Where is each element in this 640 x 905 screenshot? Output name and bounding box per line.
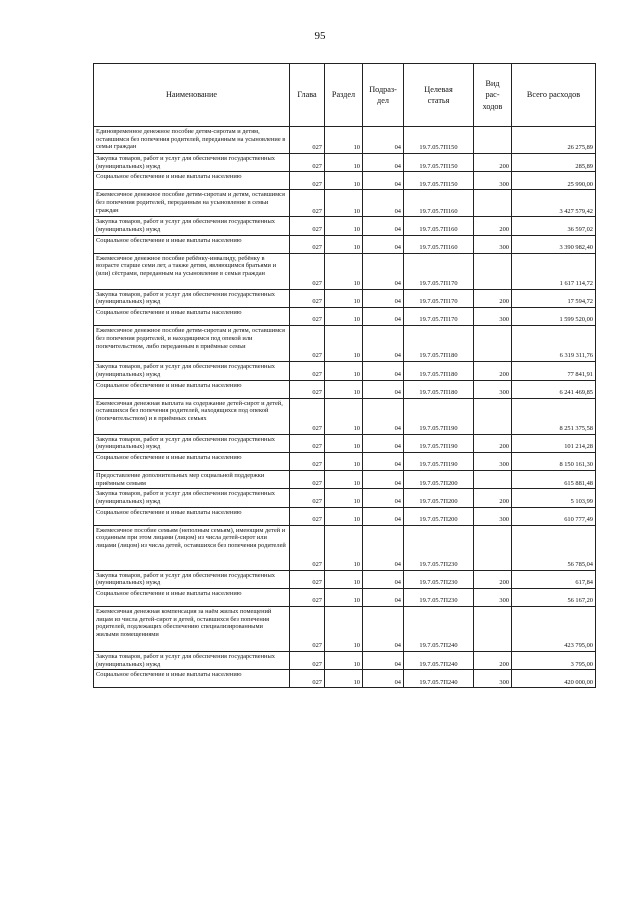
row-vid — [474, 253, 512, 289]
row-vid: 200 — [474, 570, 512, 588]
row-statya: 19.7.05.7П160 — [404, 235, 474, 253]
row-vid: 200 — [474, 434, 512, 452]
table-row — [94, 253, 596, 289]
row-name: Социальное обеспечение и иные выплаты населению — [94, 235, 290, 253]
row-statya: 19.7.05.7П240 — [404, 670, 474, 688]
row-razdel: 10 — [325, 607, 363, 652]
table-row — [94, 172, 596, 190]
row-podrazdel: 04 — [363, 253, 404, 289]
row-total: 1 599 520,00 — [512, 308, 596, 326]
expenditure-table — [93, 63, 596, 688]
row-vid — [474, 190, 512, 217]
row-statya: 19.7.05.7П160 — [404, 190, 474, 217]
row-podrazdel: 04 — [363, 652, 404, 670]
col-header-glava: Глава — [290, 64, 325, 127]
row-vid: 200 — [474, 154, 512, 172]
row-glava: 027 — [290, 670, 325, 688]
row-name: Ежемесячная денежная компенсация за наём жилых помещений лицам из числа детей-сирот и детей, оставшихся без попечения родителей, подлежащих обеспечению специализированными жилыми помещениями — [94, 607, 290, 652]
table-row — [94, 380, 596, 398]
row-total: 6 319 311,76 — [512, 326, 596, 362]
row-razdel: 10 — [325, 362, 363, 380]
row-glava: 027 — [290, 398, 325, 434]
row-glava: 027 — [290, 434, 325, 452]
row-podrazdel: 04 — [363, 570, 404, 588]
row-razdel: 10 — [325, 398, 363, 434]
row-total: 6 241 469,85 — [512, 380, 596, 398]
row-name: Социальное обеспечение и иные выплаты населению — [94, 380, 290, 398]
table-row — [94, 289, 596, 307]
row-name: Закупка товаров, работ и услуг для обеспечения государственных (муниципальных) нужд — [94, 434, 290, 452]
table-row — [94, 398, 596, 434]
row-statya: 19.7.05.7П180 — [404, 362, 474, 380]
row-statya: 19.7.05.7П150 — [404, 172, 474, 190]
row-name: Ежемесячное денежное пособие детям-сиротам и детям, оставшимся без попечения родителей, переданным на усыновление в семьи граждан — [94, 190, 290, 217]
row-statya: 19.7.05.7П230 — [404, 570, 474, 588]
row-razdel: 10 — [325, 434, 363, 452]
row-statya: 19.7.05.7П180 — [404, 326, 474, 362]
col-header-vid: Вид рас- ходов — [474, 64, 512, 127]
row-podrazdel: 04 — [363, 326, 404, 362]
row-total: 610 777,49 — [512, 507, 596, 525]
row-name: Предоставление дополнительных мер социальной поддержки приёмным семьям — [94, 470, 290, 488]
row-name: Закупка товаров, работ и услуг для обеспечения государственных (муниципальных) нужд — [94, 652, 290, 670]
row-vid: 300 — [474, 172, 512, 190]
row-razdel: 10 — [325, 308, 363, 326]
row-podrazdel: 04 — [363, 362, 404, 380]
row-total: 617,84 — [512, 570, 596, 588]
row-statya: 19.7.05.7П230 — [404, 525, 474, 570]
row-statya: 19.7.05.7П200 — [404, 489, 474, 507]
table-row — [94, 670, 596, 688]
table-row — [94, 127, 596, 154]
row-statya: 19.7.05.7П170 — [404, 289, 474, 307]
row-name: Закупка товаров, работ и услуг для обеспечения государственных (муниципальных) нужд — [94, 362, 290, 380]
row-vid: 200 — [474, 489, 512, 507]
row-statya: 19.7.05.7П240 — [404, 652, 474, 670]
table-row — [94, 190, 596, 217]
row-name: Закупка товаров, работ и услуг для обеспечения государственных (муниципальных) нужд — [94, 489, 290, 507]
row-total: 3 427 579,42 — [512, 190, 596, 217]
row-total: 8 251 375,58 — [512, 398, 596, 434]
row-vid: 300 — [474, 235, 512, 253]
row-razdel: 10 — [325, 489, 363, 507]
col-header-podrazdel: Подраз- дел — [363, 64, 404, 127]
row-name: Социальное обеспечение и иные выплаты населению — [94, 670, 290, 688]
row-razdel: 10 — [325, 289, 363, 307]
row-glava: 027 — [290, 308, 325, 326]
row-podrazdel: 04 — [363, 525, 404, 570]
row-razdel: 10 — [325, 154, 363, 172]
row-total: 56 785,04 — [512, 525, 596, 570]
row-total: 615 881,48 — [512, 470, 596, 488]
table-row — [94, 308, 596, 326]
row-glava: 027 — [290, 607, 325, 652]
row-vid: 300 — [474, 670, 512, 688]
table-row — [94, 525, 596, 570]
table-row — [94, 326, 596, 362]
row-vid — [474, 127, 512, 154]
row-name: Закупка товаров, работ и услуг для обеспечения государственных (муниципальных) нужд — [94, 289, 290, 307]
table-row — [94, 362, 596, 380]
row-podrazdel: 04 — [363, 452, 404, 470]
row-statya: 19.7.05.7П190 — [404, 434, 474, 452]
row-glava: 027 — [290, 172, 325, 190]
row-vid: 200 — [474, 217, 512, 235]
row-glava: 027 — [290, 362, 325, 380]
row-razdel: 10 — [325, 470, 363, 488]
row-podrazdel: 04 — [363, 589, 404, 607]
row-total: 26 275,89 — [512, 127, 596, 154]
row-podrazdel: 04 — [363, 380, 404, 398]
row-total: 3 390 982,40 — [512, 235, 596, 253]
row-statya: 19.7.05.7П200 — [404, 507, 474, 525]
row-razdel: 10 — [325, 380, 363, 398]
row-total: 5 103,99 — [512, 489, 596, 507]
row-statya: 19.7.05.7П150 — [404, 154, 474, 172]
table-row — [94, 470, 596, 488]
row-statya: 19.7.05.7П200 — [404, 470, 474, 488]
row-razdel: 10 — [325, 235, 363, 253]
table-row — [94, 489, 596, 507]
row-vid — [474, 470, 512, 488]
row-statya: 19.7.05.7П230 — [404, 589, 474, 607]
row-glava: 027 — [290, 253, 325, 289]
table-row — [94, 434, 596, 452]
row-podrazdel: 04 — [363, 470, 404, 488]
row-glava: 027 — [290, 570, 325, 588]
row-glava: 027 — [290, 289, 325, 307]
row-total: 3 795,00 — [512, 652, 596, 670]
row-name: Социальное обеспечение и иные выплаты населению — [94, 452, 290, 470]
row-name: Закупка товаров, работ и услуг для обеспечения государственных (муниципальных) нужд — [94, 154, 290, 172]
col-header-statya: Целевая статья — [404, 64, 474, 127]
table-row — [94, 652, 596, 670]
row-statya: 19.7.05.7П190 — [404, 452, 474, 470]
row-total: 101 214,28 — [512, 434, 596, 452]
row-glava: 027 — [290, 235, 325, 253]
row-podrazdel: 04 — [363, 489, 404, 507]
row-glava: 027 — [290, 154, 325, 172]
row-statya: 19.7.05.7П240 — [404, 607, 474, 652]
row-vid: 200 — [474, 652, 512, 670]
row-total: 8 150 161,30 — [512, 452, 596, 470]
row-name: Социальное обеспечение и иные выплаты населению — [94, 308, 290, 326]
page-number: 95 — [314, 30, 326, 42]
row-statya: 19.7.05.7П170 — [404, 308, 474, 326]
row-name: Социальное обеспечение и иные выплаты населению — [94, 172, 290, 190]
row-total: 25 990,00 — [512, 172, 596, 190]
row-glava: 027 — [290, 380, 325, 398]
row-vid: 300 — [474, 507, 512, 525]
row-statya: 19.7.05.7П180 — [404, 380, 474, 398]
row-glava: 027 — [290, 217, 325, 235]
row-statya: 19.7.05.7П170 — [404, 253, 474, 289]
row-statya: 19.7.05.7П160 — [404, 217, 474, 235]
row-vid: 200 — [474, 362, 512, 380]
row-podrazdel: 04 — [363, 670, 404, 688]
row-podrazdel: 04 — [363, 127, 404, 154]
row-razdel: 10 — [325, 570, 363, 588]
row-total: 77 841,91 — [512, 362, 596, 380]
row-razdel: 10 — [325, 452, 363, 470]
row-vid: 300 — [474, 308, 512, 326]
col-header-name: Наименование — [94, 64, 290, 127]
table-row — [94, 507, 596, 525]
row-name: Социальное обеспечение и иные выплаты населению — [94, 589, 290, 607]
table-header-row — [94, 64, 596, 127]
row-podrazdel: 04 — [363, 308, 404, 326]
row-vid: 300 — [474, 589, 512, 607]
row-name: Закупка товаров, работ и услуг для обеспечения государственных (муниципальных) нужд — [94, 217, 290, 235]
row-statya: 19.7.05.7П190 — [404, 398, 474, 434]
row-glava: 027 — [290, 507, 325, 525]
row-vid — [474, 525, 512, 570]
row-name: Ежемесячное денежное пособие ребёнку-инвалиду, ребёнку в возрасте старше семи лет, а также детям, являющимся братьями и (или) сёстрами, переданным на усыновление в семьи граждан — [94, 253, 290, 289]
row-razdel: 10 — [325, 507, 363, 525]
row-glava: 027 — [290, 589, 325, 607]
table-row — [94, 154, 596, 172]
table-row — [94, 235, 596, 253]
row-glava: 027 — [290, 470, 325, 488]
row-name: Ежемесячное денежное пособие детям-сиротам и детям, оставшимся без попечения родителей, и находящимся под опекой или попечительством, либо переданным в приёмные семьи — [94, 326, 290, 362]
row-razdel: 10 — [325, 652, 363, 670]
row-razdel: 10 — [325, 253, 363, 289]
row-name: Закупка товаров, работ и услуг для обеспечения государственных (муниципальных) нужд — [94, 570, 290, 588]
row-name: Ежемесячная денежная выплата на содержание детей-сирот и детей, оставшихся без попечения родителей, находящихся под опекой (попечительством) и в приёмных семьях — [94, 398, 290, 434]
row-total: 420 000,00 — [512, 670, 596, 688]
row-podrazdel: 04 — [363, 398, 404, 434]
row-podrazdel: 04 — [363, 507, 404, 525]
row-glava: 027 — [290, 326, 325, 362]
row-total: 1 617 114,72 — [512, 253, 596, 289]
table-row — [94, 607, 596, 652]
table-row — [94, 570, 596, 588]
row-razdel: 10 — [325, 589, 363, 607]
row-vid: 200 — [474, 289, 512, 307]
row-podrazdel: 04 — [363, 434, 404, 452]
row-podrazdel: 04 — [363, 154, 404, 172]
row-podrazdel: 04 — [363, 190, 404, 217]
row-glava: 027 — [290, 652, 325, 670]
row-glava: 027 — [290, 525, 325, 570]
row-vid: 300 — [474, 380, 512, 398]
row-total: 423 795,00 — [512, 607, 596, 652]
row-glava: 027 — [290, 127, 325, 154]
row-razdel: 10 — [325, 670, 363, 688]
row-name: Социальное обеспечение и иные выплаты населению — [94, 507, 290, 525]
row-razdel: 10 — [325, 326, 363, 362]
row-podrazdel: 04 — [363, 289, 404, 307]
row-podrazdel: 04 — [363, 235, 404, 253]
col-header-total: Всего расходов — [512, 64, 596, 127]
row-razdel: 10 — [325, 172, 363, 190]
row-podrazdel: 04 — [363, 607, 404, 652]
row-razdel: 10 — [325, 217, 363, 235]
row-total: 17 594,72 — [512, 289, 596, 307]
row-total: 56 167,20 — [512, 589, 596, 607]
table-row — [94, 217, 596, 235]
row-vid — [474, 607, 512, 652]
row-glava: 027 — [290, 190, 325, 217]
row-glava: 027 — [290, 452, 325, 470]
row-total: 36 597,02 — [512, 217, 596, 235]
table-row — [94, 452, 596, 470]
col-header-razdel: Раздел — [325, 64, 363, 127]
row-glava: 027 — [290, 489, 325, 507]
row-statya: 19.7.05.7П150 — [404, 127, 474, 154]
row-razdel: 10 — [325, 127, 363, 154]
table-row — [94, 589, 596, 607]
row-vid — [474, 326, 512, 362]
row-total: 285,89 — [512, 154, 596, 172]
row-name: Ежемесячное пособие семьям (неполным семьям), имеющим детей и созданным при этом лицами (лицом) из числа детей-сирот или лицами (лицом) из числа детей, оставшихся без попечения родителей — [94, 525, 290, 570]
row-podrazdel: 04 — [363, 172, 404, 190]
row-vid: 300 — [474, 452, 512, 470]
row-razdel: 10 — [325, 190, 363, 217]
row-vid — [474, 398, 512, 434]
row-razdel: 10 — [325, 525, 363, 570]
row-name: Единовременное денежное пособие детям-сиротам и детям, оставшимся без попечения родителей, переданным на усыновление в семьи граждан — [94, 127, 290, 154]
row-podrazdel: 04 — [363, 217, 404, 235]
